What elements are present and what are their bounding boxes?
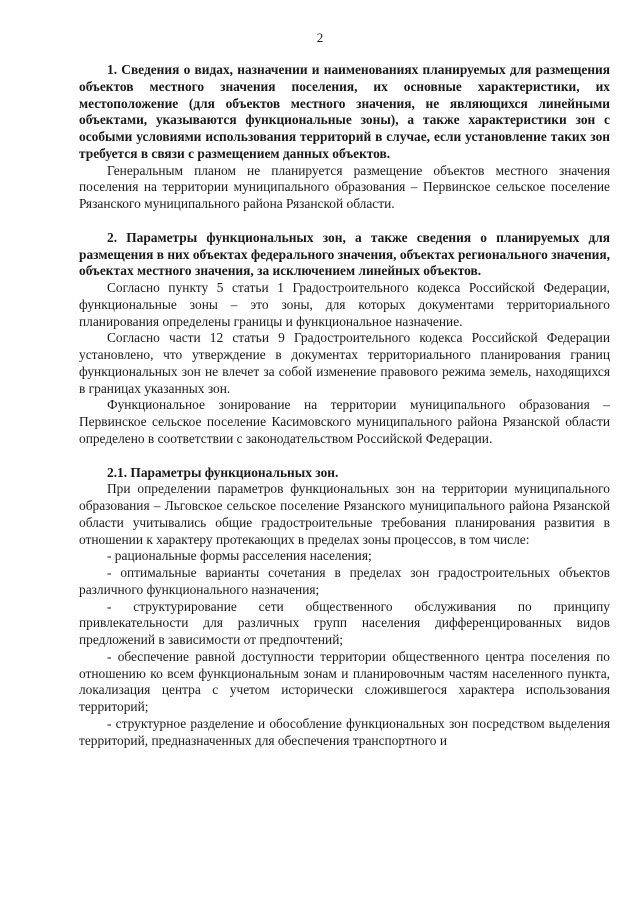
- list-item: - оптимальные варианты сочетания в пределах зон градостроительных объектов различного функционального назначения;: [79, 565, 610, 597]
- section-1-heading: 1. Сведения о видах, назначении и наименованиях планируемых для размещения объектов местного значения поселения, их основные характеристики, их местоположение (для объектов местного значения, не являющихся линейными объектами, указываются функциональные зоны), а также характеристики зон с особыми условиями использования территорий в случае, если установление таких зон требуется в связи с размещением данных объектов.: [79, 62, 610, 161]
- page-number: 2: [316, 30, 324, 45]
- list-item: - структурирование сети общественного обслуживания по принципу привлекательности для различных групп населения дифференцированных видов предложений в зависимости от предпочтений;: [79, 598, 610, 647]
- spacer: [79, 213, 610, 230]
- section-2-1-heading: 2.1. Параметры функциональных зон.: [107, 464, 339, 480]
- document-body: [79, 62, 610, 749]
- section-2-paragraph: Функциональное зонирование на территории муниципального образования – Первинское сельское поселение Касимовского муниципального района Рязанской области определено в соответствии с законодательством Российской Федерации.: [79, 397, 610, 446]
- section-1-paragraph: Генеральным планом не планируется размещение объектов местного значения поселения на территории муниципального образования – Первинское сельское поселение Рязанского муниципального района Рязанской области.: [79, 162, 610, 211]
- section-2-heading: 2. Параметры функциональных зон, а также сведения о планируемых для размещения в них объектах федерального значения, объектах регионального значения, объектах местного значения, за исключением линейных объектов.: [79, 229, 610, 279]
- list-item: - структурное разделение и обособление функциональных зон посредством выделения территорий, предназначенных для обеспечения транспортного и: [79, 715, 610, 748]
- section-2-1-intro: При определении параметров функциональных зон на территории муниципального образования – Льговское сельское поселение Рязанского муниципального района Рязанской области учитывались общие градостроительные требования планирования развития в отношении к характеру протекающих в пределах зоны процессов, в том числе:: [79, 481, 610, 547]
- spacer: [79, 448, 610, 465]
- section-2-paragraph: Согласно части 12 статьи 9 Градостроительного кодекса Российской Федерации установлено, что утверждение в документах территориального планирования границ функциональных зон не влечет за собой изменение правового режима земель, находящихся в границах указанных зон.: [79, 330, 610, 396]
- list-item: - обеспечение равной доступности территории общественного центра поселения по отношению ко всем функциональным зонам и планировочным частям населенного пункта, локализация центра с учетом исторически сложившегося характера использования территорий;: [79, 648, 610, 714]
- list-item: - рациональные формы расселения населения;: [107, 548, 372, 564]
- section-2-paragraph: Согласно пункту 5 статьи 1 Градостроительного кодекса Российской Федерации, функциональные зоны – это зоны, для которых документами территориального планирования определены границы и функциональное назначение.: [79, 280, 610, 329]
